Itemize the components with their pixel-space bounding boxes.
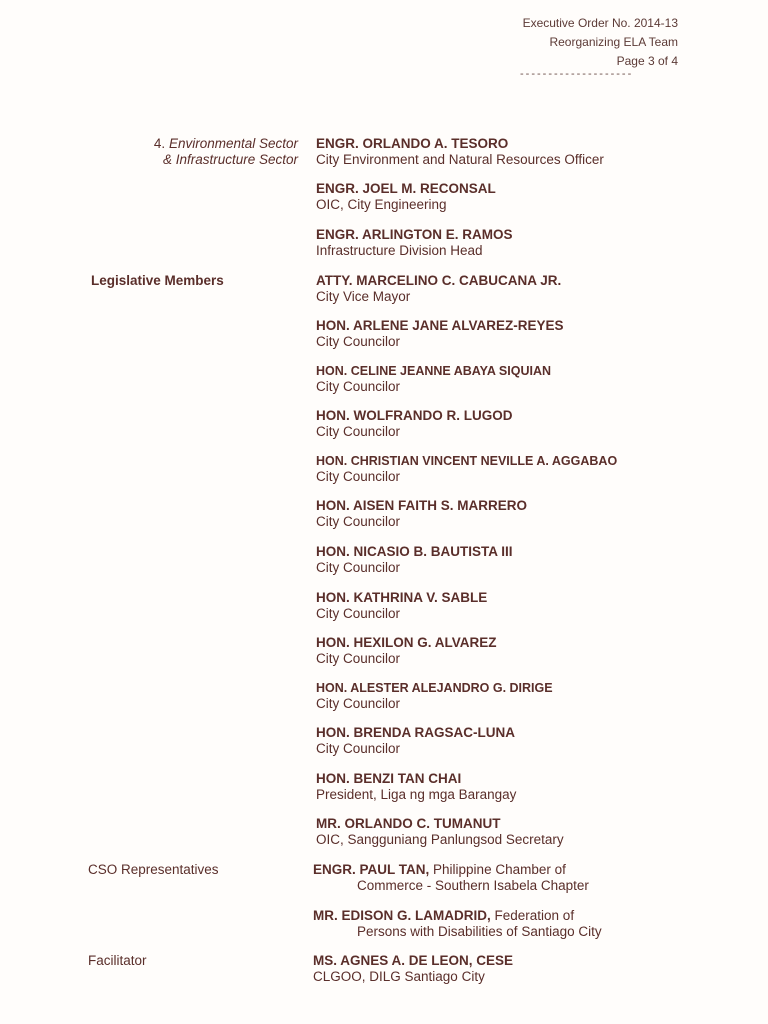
member-title: City Councilor: [316, 424, 401, 439]
header-order-number: Executive Order No. 2014-13: [522, 16, 678, 30]
section-environmental-number: 4.: [153, 136, 166, 151]
list-item: [316, 227, 513, 259]
member-name: ATTY. MARCELINO C. CABUCANA JR.: [316, 273, 562, 288]
list-item: [313, 862, 589, 894]
member-name: ENGR. ARLINGTON E. RAMOS: [316, 227, 513, 242]
member-title: City Councilor: [316, 696, 401, 711]
header-dashed-rule: --------------------: [520, 68, 634, 80]
section-environmental: [154, 136, 298, 168]
list-item: [316, 136, 604, 168]
list-item: [316, 408, 512, 440]
member-name: HON. CHRISTIAN VINCENT NEVILLE A. AGGABAO: [316, 454, 618, 468]
member-name: HON. KATHRINA V. SABLE: [316, 590, 488, 605]
member-title-continued: Commerce - Southern Isabela Chapter: [357, 878, 589, 893]
member-name: HON. BRENDA RAGSAC-LUNA: [316, 725, 515, 740]
header-page-number: Page 3 of 4: [616, 54, 678, 68]
section-environmental-line1: Environmental Sector: [168, 136, 298, 151]
member-title: City Councilor: [316, 469, 401, 484]
member-title: City Councilor: [316, 334, 401, 349]
list-item: [316, 181, 496, 213]
member-name: HON. CELINE JEANNE ABAYA SIQUIAN: [316, 364, 551, 378]
member-name: HON. BENZI TAN CHAI: [316, 771, 462, 786]
header-subject: Reorganizing ELA Team: [549, 35, 678, 49]
member-title: Philippine Chamber of: [433, 862, 566, 877]
member-title: City Councilor: [316, 514, 401, 529]
list-item: [316, 363, 551, 395]
list-item: [316, 635, 497, 667]
list-item: [316, 544, 513, 576]
list-item: [316, 453, 617, 485]
member-title: City Councilor: [316, 651, 401, 666]
member-title: OIC, Sangguniang Panlungsod Secretary: [316, 832, 564, 847]
list-item: [316, 816, 564, 848]
member-name: MR. ORLANDO C. TUMANUT: [316, 816, 501, 831]
member-title-continued: Persons with Disabilities of Santiago City: [357, 924, 602, 939]
list-item: [316, 273, 561, 305]
member-title: CLGOO, DILG Santiago City: [313, 969, 485, 984]
section-cso: CSO Representatives: [88, 862, 219, 877]
member-name: ENGR. PAUL TAN,: [313, 862, 430, 877]
member-name: HON. HEXILON G. ALVAREZ: [316, 635, 497, 650]
member-name: HON. WOLFRANDO R. LUGOD: [316, 408, 513, 423]
member-title: Federation of: [494, 908, 575, 923]
member-title: City Vice Mayor: [316, 289, 411, 304]
member-name: HON. NICASIO B. BAUTISTA III: [316, 544, 513, 559]
member-name: HON. ARLENE JANE ALVAREZ-REYES: [316, 318, 564, 333]
member-name: HON. ALESTER ALEJANDRO G. DIRIGE: [316, 681, 553, 695]
list-item: [316, 590, 487, 622]
list-item: [313, 953, 513, 985]
member-title: City Councilor: [316, 379, 401, 394]
list-item: [313, 908, 602, 940]
member-title: Infrastructure Division Head: [316, 243, 483, 258]
list-item: [316, 680, 553, 712]
member-title: City Councilor: [316, 606, 401, 621]
section-environmental-line2: & Infrastructure Sector: [162, 152, 298, 167]
list-item: [316, 771, 516, 803]
member-name: HON. AISEN FAITH S. MARRERO: [316, 498, 528, 513]
member-name: ENGR. JOEL M. RECONSAL: [316, 181, 496, 196]
member-name: MR. EDISON G. LAMADRID,: [313, 908, 491, 923]
list-item: [316, 318, 564, 350]
section-facilitator: Facilitator: [88, 953, 147, 968]
member-title: City Councilor: [316, 741, 401, 756]
section-legislative: Legislative Members: [91, 273, 224, 288]
member-name: ENGR. ORLANDO A. TESORO: [316, 136, 509, 151]
list-item: [316, 725, 515, 757]
member-title: President, Liga ng mga Barangay: [316, 787, 517, 802]
member-name: MS. AGNES A. DE LEON, CESE: [313, 953, 514, 968]
list-item: [316, 498, 527, 530]
member-title: City Councilor: [316, 560, 401, 575]
member-title: OIC, City Engineering: [316, 197, 447, 212]
member-title: City Environment and Natural Resources Officer: [316, 152, 604, 167]
